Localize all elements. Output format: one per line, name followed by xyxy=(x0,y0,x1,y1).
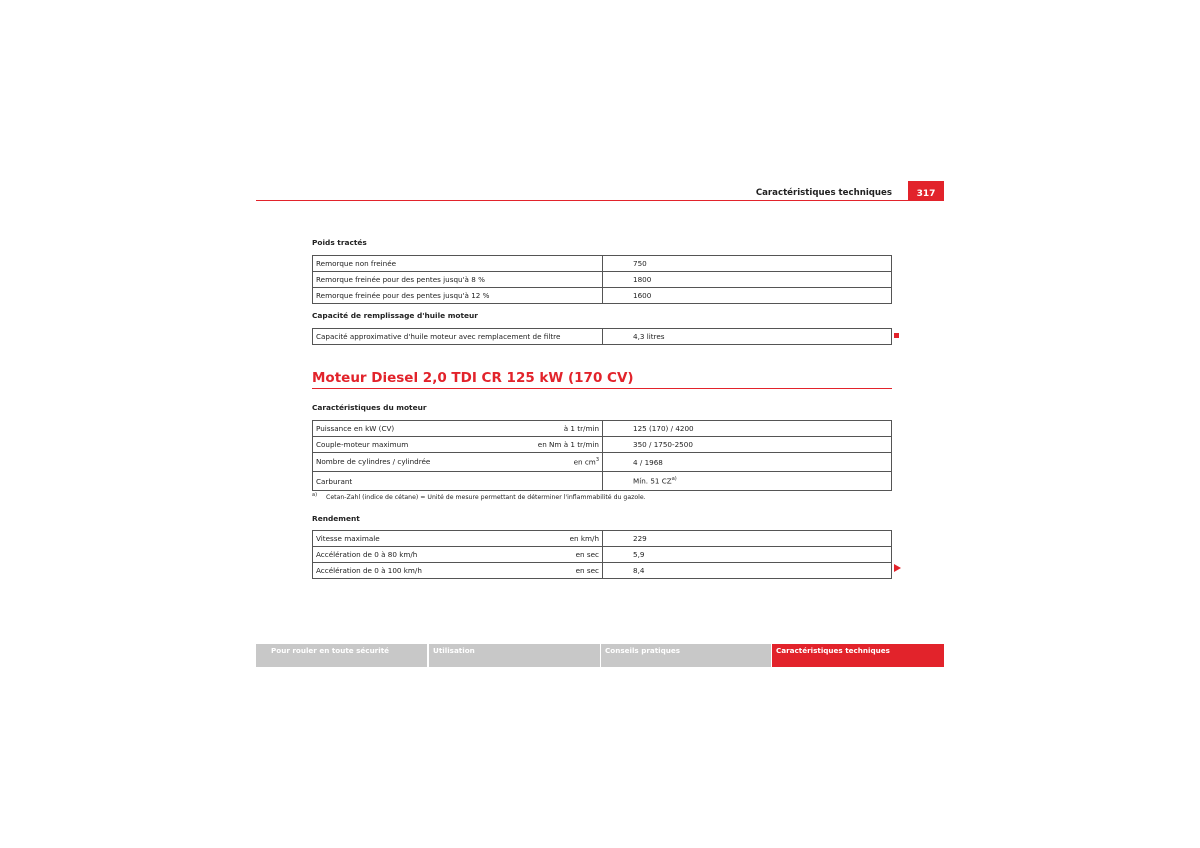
towing-value: 750 xyxy=(603,256,892,272)
engine-unit: à 1 tr/min xyxy=(563,424,599,433)
performance-value: 229 xyxy=(603,531,892,547)
page-number-badge: 317 xyxy=(908,181,944,201)
engine-table xyxy=(312,420,892,491)
header-divider xyxy=(256,200,944,201)
towing-table xyxy=(312,255,892,304)
performance-table xyxy=(312,530,892,579)
next-page-arrow-icon[interactable] xyxy=(894,564,901,572)
performance-label: Accélération de 0 à 100 km/h xyxy=(316,566,422,575)
engine-label: Nombre de cylindres / cylindrée xyxy=(316,457,431,467)
engine-heading: Caractéristiques du moteur xyxy=(312,403,427,412)
footnote-mark: a) xyxy=(312,492,318,498)
towing-label: Remorque non freinée xyxy=(313,256,603,272)
table-row xyxy=(313,437,892,453)
engine-label: Couple-moteur maximum xyxy=(316,440,409,449)
engine-unit-superscript: 3 xyxy=(595,457,599,464)
performance-unit: en km/h xyxy=(569,534,599,543)
engine-value: 4 / 1968 xyxy=(603,453,892,472)
end-of-section-marker xyxy=(894,333,899,338)
towing-value: 1600 xyxy=(603,288,892,304)
tab-caracteristiques-techniques[interactable]: Caractéristiques techniques xyxy=(772,644,944,667)
oil-label: Capacité approximative d'huile moteur avec remplacement de filtre xyxy=(313,329,603,345)
performance-value: 5,9 xyxy=(603,547,892,563)
performance-label: Vitesse maximale xyxy=(316,534,380,543)
section-title: Moteur Diesel 2,0 TDI CR 125 kW (170 CV) xyxy=(312,370,634,386)
section-divider xyxy=(312,388,892,389)
table-row xyxy=(313,288,892,304)
footnote-reference: a) xyxy=(671,476,677,483)
table-row xyxy=(313,531,892,547)
engine-value: 125 (170) / 4200 xyxy=(603,421,892,437)
towing-label: Remorque freinée pour des pentes jusqu'à 8 % xyxy=(313,272,603,288)
engine-unit: en cm xyxy=(573,457,596,467)
oil-value: 4,3 litres xyxy=(603,329,892,345)
tab-utilisation[interactable]: Utilisation xyxy=(429,644,600,667)
table-row xyxy=(313,272,892,288)
engine-value: Mín. 51 CZ xyxy=(633,476,672,486)
table-row xyxy=(313,547,892,563)
towing-heading: Poids tractés xyxy=(312,238,367,247)
engine-label: Puissance en kW (CV) xyxy=(316,424,395,433)
oil-heading: Capacité de remplissage d'huile moteur xyxy=(312,311,478,320)
engine-label: Carburant xyxy=(316,476,353,486)
tab-pour-rouler-en-toute-securite[interactable]: Pour rouler en toute sécurité xyxy=(256,644,427,667)
towing-value: 1800 xyxy=(603,272,892,288)
engine-value: 350 / 1750-2500 xyxy=(603,437,892,453)
running-header-title: Caractéristiques techniques xyxy=(755,188,892,198)
towing-label: Remorque freinée pour des pentes jusqu'à 12 % xyxy=(313,288,603,304)
tab-conseils-pratiques[interactable]: Conseils pratiques xyxy=(601,644,771,667)
performance-heading: Rendement xyxy=(312,514,360,523)
footnote xyxy=(312,492,646,501)
table-row xyxy=(313,421,892,437)
table-row xyxy=(313,256,892,272)
table-row xyxy=(313,329,892,345)
footnote-text: Cetan-Zahl (indice de cétane) = Unité de mesure permettant de déterminer l'inflammabilité du gazole. xyxy=(326,494,646,502)
engine-unit: en Nm à 1 tr/min xyxy=(537,440,599,449)
performance-unit: en sec xyxy=(575,550,599,559)
table-row xyxy=(313,563,892,579)
oil-table xyxy=(312,328,892,345)
performance-unit: en sec xyxy=(575,566,599,575)
performance-label: Accélération de 0 à 80 km/h xyxy=(316,550,418,559)
table-row xyxy=(313,453,892,472)
performance-value: 8,4 xyxy=(603,563,892,579)
table-row xyxy=(313,472,892,491)
